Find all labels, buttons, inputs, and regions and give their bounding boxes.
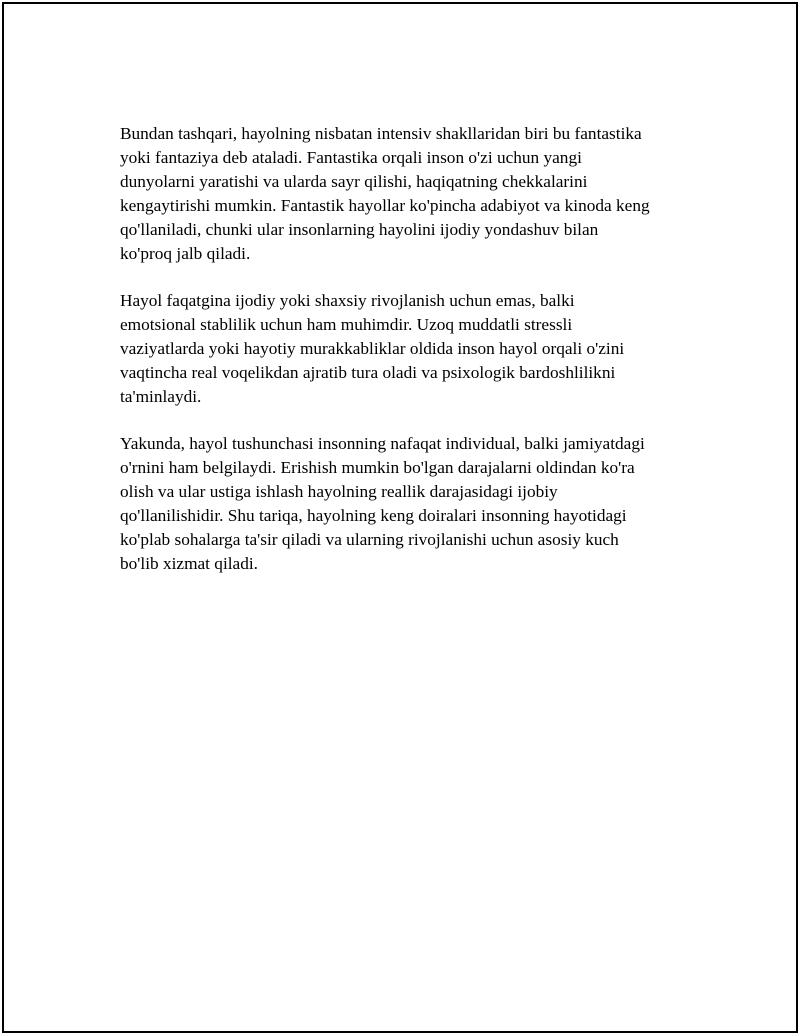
paragraph-emotional-stability (120, 289, 700, 409)
text-line: ko'proq jalb qiladi. (120, 244, 251, 263)
text-line: Hayol faqatgina ijodiy yoki shaxsiy rivojlanish uchun emas, balki (120, 291, 575, 310)
text-line: qo'llaniladi, chunki ular insonlarning hayolini ijodiy yondashuv bilan (120, 220, 599, 239)
paragraph-fantastika (120, 122, 700, 266)
paragraph-conclusion (120, 432, 700, 576)
text-line: vaqtincha real voqelikdan ajratib tura oladi va psixologik bardoshlilikni (120, 363, 616, 382)
text-line: ko'plab sohalarga ta'sir qiladi va ularning rivojlanishi uchun asosiy kuch (120, 530, 619, 549)
text-line: dunyolarni yaratishi va ularda sayr qilishi, haqiqatning chekkalarini (120, 172, 588, 191)
text-line: olish va ular ustiga ishlash hayolning reallik darajasidagi ijobiy (120, 482, 558, 501)
text-line: yoki fantaziya deb ataladi. Fantastika orqali inson o'zi uchun yangi (120, 148, 582, 167)
text-line: o'rnini ham belgilaydi. Erishish mumkin bo'lgan darajalarni oldindan ko'ra (120, 458, 635, 477)
text-line: bo'lib xizmat qiladi. (120, 554, 258, 573)
text-line: qo'llanilishidir. Shu tariqa, hayolning keng doiralari insonning hayotidagi (120, 506, 627, 525)
document-body (120, 122, 700, 599)
text-line: Bundan tashqari, hayolning nisbatan intensiv shakllaridan biri bu fantastika (120, 124, 642, 143)
text-line: Yakunda, hayol tushunchasi insonning nafaqat individual, balki jamiyatdagi (120, 434, 645, 453)
document-page (2, 2, 798, 1033)
text-line: kengaytirishi mumkin. Fantastik hayollar ko'pincha adabiyot va kinoda keng (120, 196, 650, 215)
text-line: ta'minlaydi. (120, 387, 202, 406)
text-line: vaziyatlarda yoki hayotiy murakkabliklar oldida inson hayol orqali o'zini (120, 339, 625, 358)
text-line: emotsional stablilik uchun ham muhimdir. Uzoq muddatli stressli (120, 315, 573, 334)
